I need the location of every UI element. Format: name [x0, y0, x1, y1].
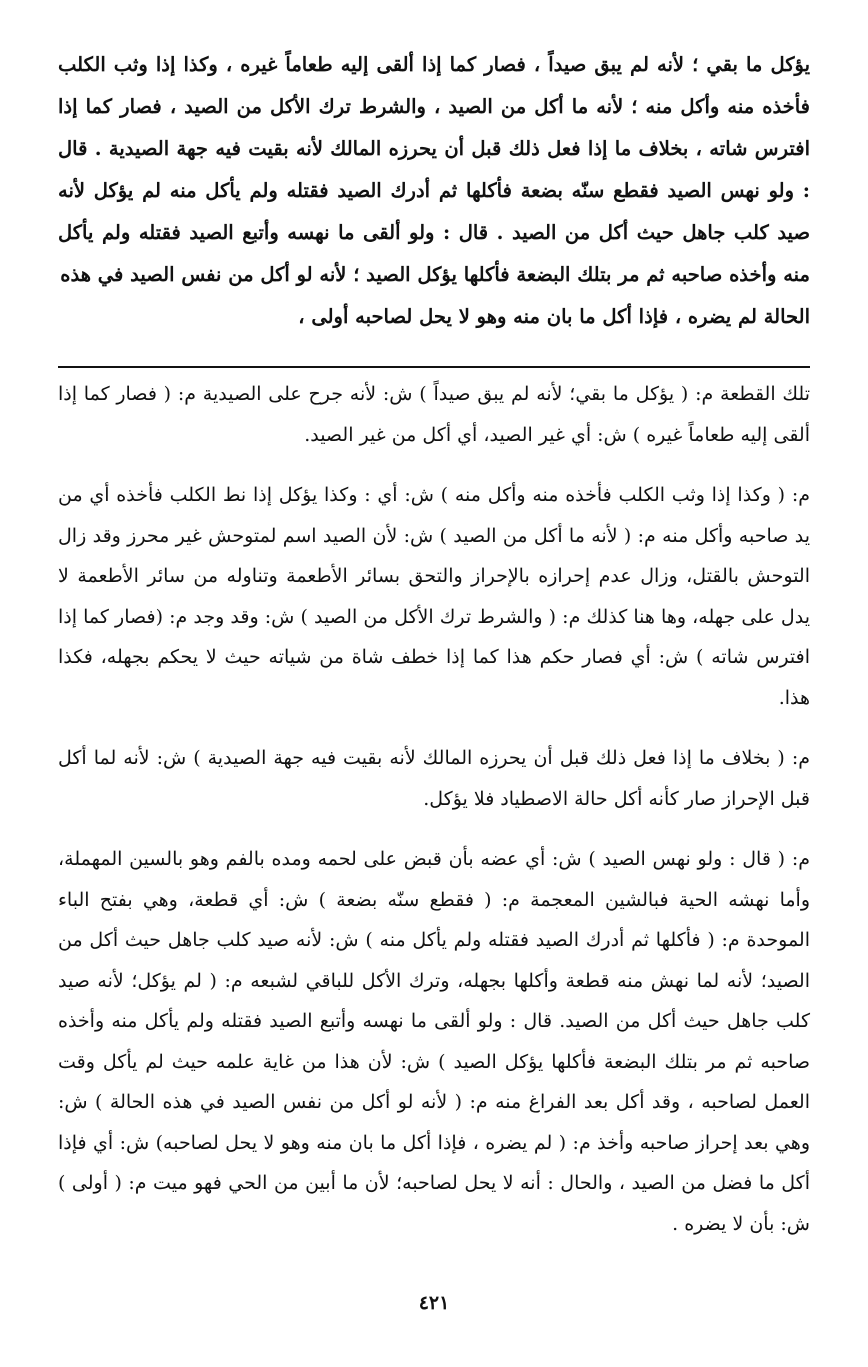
- commentary-block: [58, 374, 810, 1244]
- main-text-block: [58, 44, 810, 338]
- commentary-paragraph: م: ( وكذا إذا وثب الكلب فأخذه منه وأكل منه ) ش: أي : وكذا يؤكل إذا نط الكلب فأخذه أي من يد صاحبه وأكل منه م: ( لأنه ما أكل من الصيد ) ش: لأن الصيد اسم لمتوحش غير محرز وقد زال التوحش بالقتل، وزال عدم إحرازه بالإحراز والتحق بسائر الأطعمة وتناوله من سائر الأطعمة لا يدل على جهله، وها هنا كذلك م: ( والشرط ترك الأكل من الصيد ) ش: وقد وجد م: (فصار كما إذا افترس شاته ) ش: أي فصار حكم هذا كما إذا خطف شاة من شياته حيث لا يحكم بجهله، فكذا هذا.: [58, 484, 810, 709]
- main-text-last-line: الحالة لم يضره ، فإذا أكل ما بان منه وهو لا يحل لصاحبه أولى ،: [298, 305, 810, 328]
- commentary-paragraph: تلك القطعة م: ( يؤكل ما بقي؛ لأنه لم يبق صيداً ) ش: لأنه جرح على الصيدية م: ( فصار كما إذا ألقى إليه طعاماً غيره ) ش: أي غير الصيد، أي أكل من غير الصيد.: [58, 383, 810, 446]
- page-number: ٤٢١: [418, 1292, 450, 1314]
- footnote-divider: [58, 366, 810, 368]
- commentary-paragraph: م: ( قال : ولو نهس الصيد ) ش: أي عضه بأن قبض على لحمه ومده بالفم وهو بالسين المهملة، وأما نهشه الحية فبالشين المعجمة م: ( فقطع سنّه بضعة ) ش: أي قطعة، وهي بفتح الباء الموحدة م: ( فأكلها ثم أدرك الصيد فقتله ولم يأكل منه ) ش: لأنه صيد كلب جاهل حيث أكل من الصيد؛ لأنه لما نهش منه قطعة وأكلها بجهله، وترك الأكل للباقي لشبعه م: ( لم يؤكل؛ لأنه صيد كلب جاهل حيث أكل من الصيد. قال : ولو ألقى ما نهسه وأتبع الصيد فقتله ولم يأكل منه وأخذه صاحبه ثم مر بتلك البضعة فأكلها يؤكل الصيد ) ش: لأن هذا من غاية علمه حيث لم يأكل وقت العمل لصاحبه ، وقد أكل بعد الفراغ منه م: ( لأنه لو أكل من نفس الصيد في هذه الحالة ) ش: وهي بعد إحراز صاحبه وأخذ م: ( لم يضره ، فإذا أكل ما بان منه وهو لا يحل لصاحبه) ش: أي فإذا أكل ما فضل من الصيد ، والحال : أنه لا يحل لصاحبه؛ لأن ما أبين من الحي فهو ميت م: ( أولى ) ش: بأن لا يضره .: [58, 848, 810, 1235]
- main-text-body: يؤكل ما بقي ؛ لأنه لم يبق صيداً ، فصار كما إذا ألقى إليه طعاماً غيره ، وكذا إذا وثب الكلب فأخذه منه وأكل منه ؛ لأنه ما أكل من الصيد ، والشرط ترك الأكل من الصيد ، فصار كما إذا افترس شاته ، بخلاف ما إذا فعل ذلك قبل أن يحرزه المالك لأنه بقيت فيه جهة الصيدية . قال : ولو نهس الصيد فقطع سنّه بضعة فأكلها ثم أدرك الصيد فقتله ولم يأكل منه لم يؤكل لأنه صيد كلب جاهل حيث أكل من الصيد . قال : ولو ألقى ما نهسه وأتبع الصيد فقتله ولم يأكل منه وأخذه صاحبه ثم مر بتلك البضعة فأكلها يؤكل الصيد ؛ لأنه لو أكل من نفس الصيد في هذه: [58, 53, 810, 286]
- commentary-paragraph: م: ( بخلاف ما إذا فعل ذلك قبل أن يحرزه المالك لأنه بقيت فيه جهة الصيدية ) ش: لأنه لما أكل قبل الإحراز صار كأنه أكل حالة الاصطياد فلا يؤكل.: [58, 747, 810, 810]
